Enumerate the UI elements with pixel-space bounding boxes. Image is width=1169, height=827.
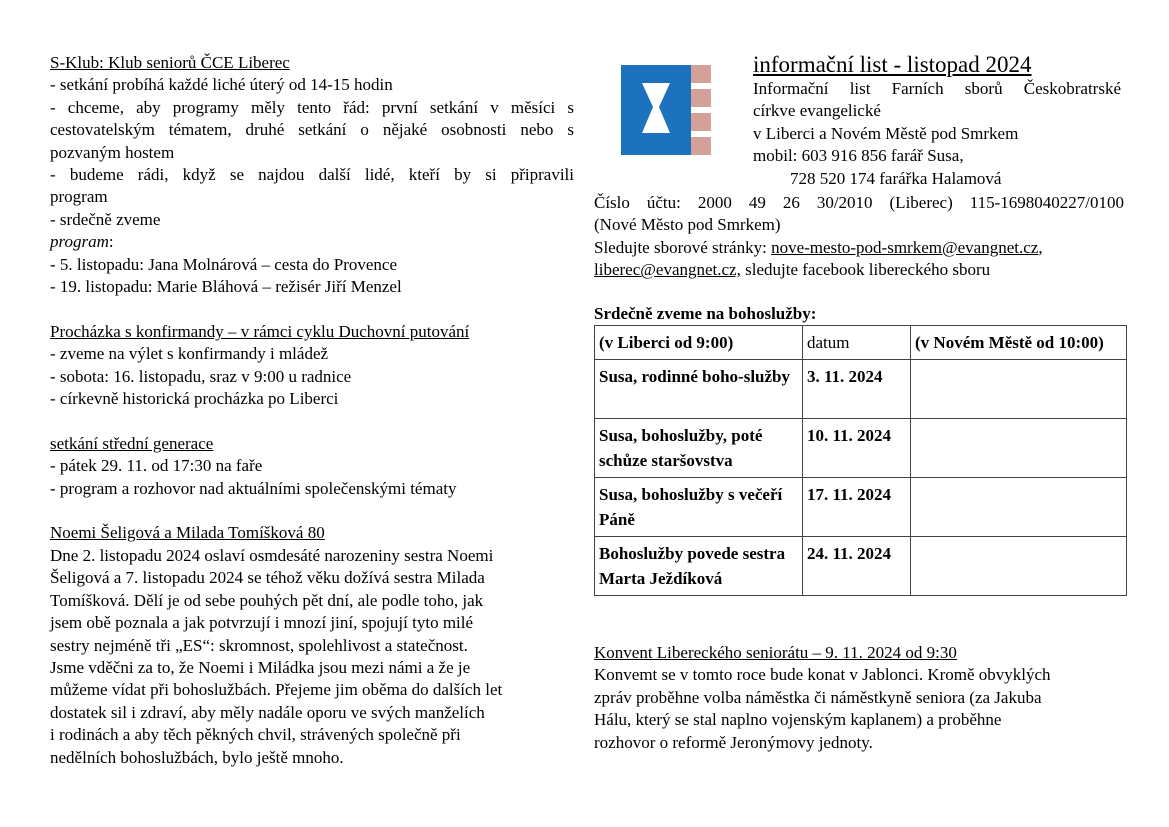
services-title: Srdečně zveme na bohoslužby:: [594, 304, 817, 323]
cell-date: 24. 11. 2024: [803, 537, 911, 596]
follow-prefix: Sledujte sborové stránky:: [594, 237, 772, 257]
table-row: [595, 419, 1127, 478]
cell-date: 3. 11. 2024: [803, 360, 911, 419]
table-header-row: [595, 326, 1127, 360]
follow-suffix: sledujte facebook libereckého sboru: [740, 260, 991, 280]
logo-rose-bar: [691, 65, 711, 83]
walk-line: - sobota: 16. listopadu, sraz v 9:00 u radnice: [50, 366, 352, 386]
cell-date: 10. 11. 2024: [803, 419, 911, 478]
email-link-liberec[interactable]: liberec@evangnet.cz,: [594, 260, 741, 280]
cell-liberec: Susa, bohoslužby, poté schůze staršovstva: [595, 419, 803, 478]
birthday-line: Dne 2. listopadu 2024 oslaví osmdesáté narozeniny sestra Noemi: [50, 545, 494, 565]
club-line: program: [50, 187, 108, 207]
cell-date: 17. 11. 2024: [803, 478, 911, 537]
club-heading: S-Klub: Klub seniorů ČCE Liberec: [50, 53, 290, 72]
convent-heading: Konvent Libereckého seniorátu – 9. 11. 2024 od 9:30: [594, 643, 957, 662]
account-block: [594, 192, 1124, 282]
program-item: - 19. listopadu: Marie Bláhová – režisér Jiří Menzel: [50, 277, 402, 297]
birthday-line: Šeligová a 7. listopadu 2024 se téhož věku dožívá sestra Milada: [50, 568, 485, 588]
walk-line: - církevně historická procházka po Liberci: [50, 389, 339, 409]
club-line: - budeme rádi, když se najdou další lidé, kteří by si připravili: [50, 165, 574, 185]
cell-nove-mesto: [911, 478, 1127, 537]
cell-liberec: Susa, bohoslužby s večeří Páně: [595, 478, 803, 537]
header-line: Informační list Farních sborů Českobratrské: [753, 79, 1121, 98]
email-link-nove-mesto[interactable]: nove-mesto-pod-smrkem@evangnet.cz: [771, 237, 1039, 257]
page-title: informační list - listopad 2024: [753, 52, 1032, 77]
follow-line: [594, 237, 1124, 259]
program-label-line: program:: [50, 232, 114, 252]
account-line: (Nové Město pod Smrkem): [594, 215, 781, 235]
convent-line: zpráv proběhne volba náměstka či náměstkyně seniora (za Jakuba: [594, 687, 1042, 707]
table-row: [595, 478, 1127, 537]
follow-line: [594, 259, 1124, 281]
club-line: cestovatelským tématem, druhé setkání o nějaké osobnosti nebo s: [50, 120, 574, 140]
birthday-heading: Noemi Šeligová a Milada Tomíšková 80: [50, 523, 325, 543]
cell-nove-mesto: [911, 360, 1127, 419]
col-header-nove-mesto: (v Novém Městě od 10:00): [911, 326, 1127, 360]
cell-liberec: Bohoslužby povede sestra Marta Ježdíková: [595, 537, 803, 596]
club-line: - setkání probíhá každé liché úterý od 14-15 hodin: [50, 75, 393, 95]
convent-block: [594, 642, 1124, 754]
convent-line: Hálu, který se stal naplno vojenským kaplanem) a proběhne: [594, 710, 1002, 730]
col-header-date: datum: [803, 326, 911, 360]
birthday-line: dostatek sil i zdraví, aby měly nadále oporu ve svých manželích: [50, 702, 485, 722]
chalice-logo-icon: [621, 65, 713, 155]
table-row: [595, 360, 1127, 419]
header-line: mobil: 603 916 856 farář Susa,: [753, 146, 964, 166]
middle-line: - pátek 29. 11. od 17:30 na faře: [50, 456, 263, 476]
middle-heading: setkání střední generace: [50, 433, 214, 453]
convent-line: Konvemt se v tomto roce bude konat v Jablonci. Kromě obvyklých: [594, 665, 1051, 685]
left-column: [50, 52, 574, 769]
col-header-liberec: (v Liberci od 9:00): [595, 326, 803, 360]
account-line: Číslo účtu: 2000 49 26 30/2010 (Liberec) 115-1698040227/0100: [594, 193, 1124, 212]
header-line: v Liberci a Novém Městě pod Smrkem: [753, 123, 1019, 143]
birthday-line: můžeme vídat při bohoslužbách. Přejeme jim oběma do dalších let: [50, 680, 503, 700]
services-table: [594, 325, 1127, 596]
club-line: pozvaným hostem: [50, 142, 175, 162]
header-line: 728 520 174 farářka Halamová: [790, 168, 1002, 188]
walk-line: - zveme na výlet s konfirmandy i mládež: [50, 344, 329, 364]
logo-rose-bar: [691, 113, 711, 131]
table-row: [595, 537, 1127, 596]
walk-heading: Procházka s konfirmandy – v rámci cyklu Duchovní putování: [50, 321, 470, 341]
club-line: - srdečně zveme: [50, 209, 161, 229]
birthday-line: Jsme vděčni za to, že Noemi i Miládka jsou mezi námi a že je: [50, 657, 471, 677]
link-suffix: ,: [1038, 237, 1043, 257]
header-line: církve evangelické: [753, 101, 881, 121]
program-item: - 5. listopadu: Jana Molnárová – cesta do Provence: [50, 254, 397, 274]
logo-rose-bar: [691, 137, 711, 155]
birthday-line: Tomíšková. Dělí je od sebe pouhých pět dní, ale podle toho, jak: [50, 590, 484, 610]
header-block: [753, 52, 1121, 190]
cell-nove-mesto: [911, 419, 1127, 478]
cell-liberec: Susa, rodinné boho-služby: [595, 360, 803, 419]
program-label: program: [50, 232, 109, 252]
cell-nove-mesto: [911, 537, 1127, 596]
birthday-line: i rodinách a aby těch pěkných chvil, strávených společně při: [50, 725, 461, 745]
birthday-line: nedělních bohoslužbách, bylo ještě mnoho.: [50, 747, 344, 767]
convent-line: rozhovor o reformě Jeronýmovy jednoty.: [594, 732, 873, 752]
logo-rose-bar: [691, 89, 711, 107]
birthday-line: jsem obě poznala a jak potvrzují i mnozí jiní, spojují tyto milé: [50, 613, 474, 633]
middle-line: - program a rozhovor nad aktuálními společenskými tématy: [50, 478, 457, 498]
birthday-line: sestry nejméně tři „ES“: skromnost, spolehlivost a statečnost.: [50, 635, 468, 655]
club-line: - chceme, aby programy měly tento řád: první setkání v měsíci s: [50, 97, 574, 117]
